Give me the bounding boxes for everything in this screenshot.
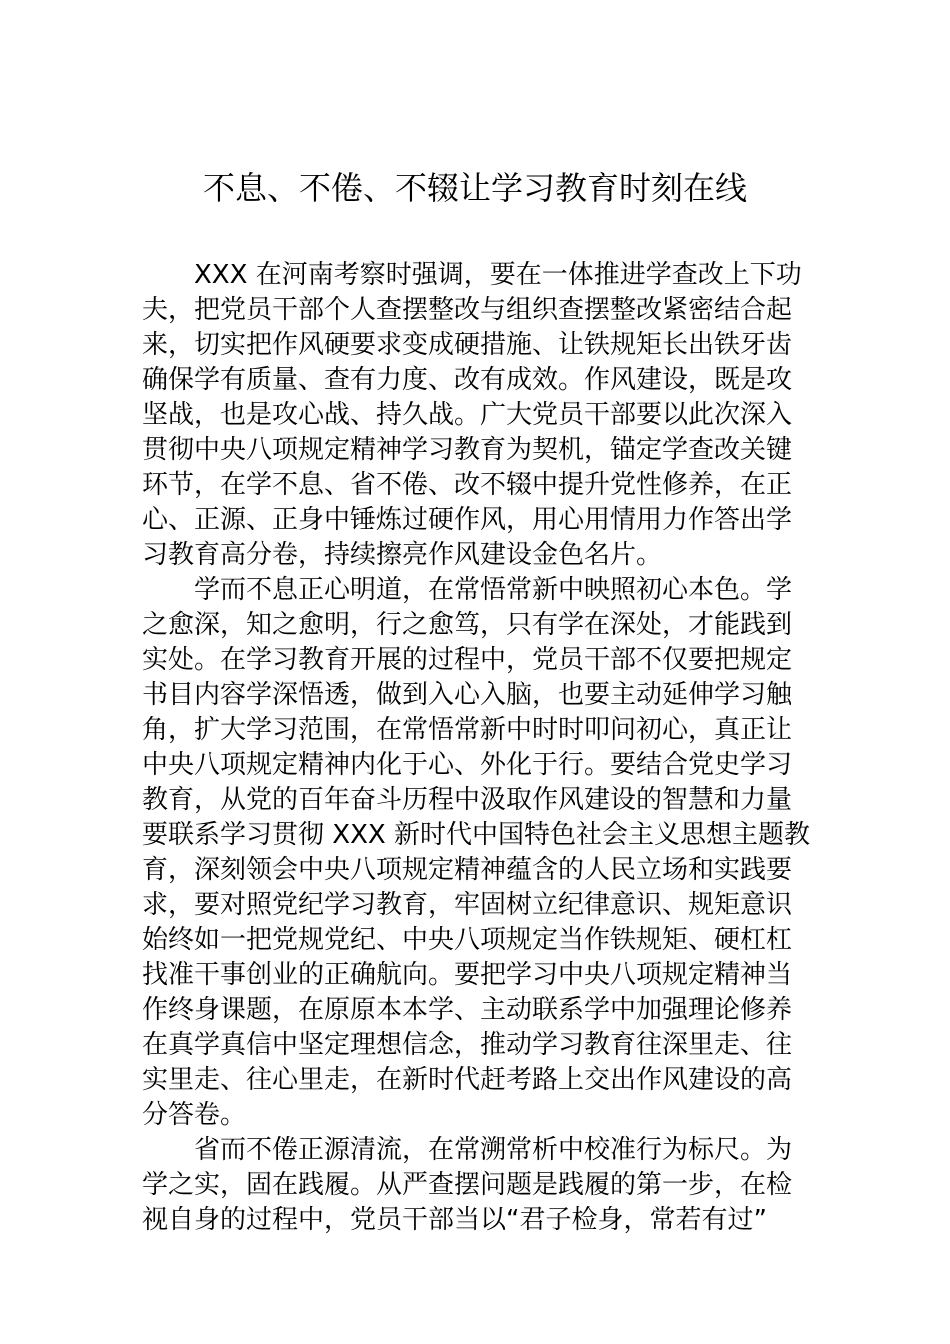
text-line: 确保学有质量、查有力度、改有成效。作风建设，既是攻	[142, 365, 793, 395]
document-body	[142, 258, 822, 1238]
text-line: 中央八项规定精神内化于心、外化于行。要结合党史学习	[142, 750, 793, 780]
text-line: 习教育高分卷，持续擦亮作风建设金色名片。	[142, 540, 663, 570]
text-line: 学之实，固在践履。从严查摆问题是践履的第一步，在检	[142, 1170, 793, 1200]
text-line: 之愈深，知之愈明，行之愈笃，只有学在深处，才能践到	[142, 610, 793, 640]
document-title: 不息、不倦、不辍让学习教育时刻在线	[202, 169, 747, 207]
text-line: 书目内容学深悟透，做到入心入脑，也要主动延伸学习触	[142, 680, 793, 710]
text-line: 在真学真信中坚定理想信念，推动学习教育往深里走、往	[142, 1030, 793, 1060]
text-line: 找准干事创业的正确航向。要把学习中央八项规定精神当	[142, 960, 793, 990]
text-line: 环节，在学不息、省不倦、改不辍中提升党性修养，在正	[142, 470, 793, 500]
text-line: 求，要对照党纪学习教育，牢固树立纪律意识、规矩意识	[142, 890, 793, 920]
text-line: 夫，把党员干部个人查摆整改与组织查摆整改紧密结合起	[142, 295, 793, 325]
text-line: 育，深刻领会中央八项规定精神蕴含的人民立场和实践要	[142, 855, 793, 885]
text-line: 学而不息正心明道，在常悟常新中映照初心本色。学	[142, 575, 793, 605]
text-line: 心、正源、正身中锤炼过硬作风，用心用情用力作答出学	[142, 505, 793, 535]
text-line: 要联系学习贯彻 XXX 新时代中国特色社会主义思想主题教	[142, 820, 810, 850]
text-line: 角，扩大学习范围，在常悟常新中时时叩问初心，真正让	[142, 715, 793, 745]
text-line: XXX 在河南考察时强调，要在一体推进学查改上下功	[142, 260, 802, 290]
text-line: 始终如一把党规党纪、中央八项规定当作铁规矩、硬杠杠	[142, 925, 793, 955]
text-line: 省而不倦正源清流，在常溯常析中校准行为标尺。为	[142, 1135, 793, 1165]
text-line: 分答卷。	[142, 1100, 247, 1130]
text-line: 坚战，也是攻心战、持久战。广大党员干部要以此次深入	[142, 400, 793, 430]
text-line: 作终身课题，在原原本本学、主动联系学中加强理论修养	[142, 995, 793, 1025]
text-line: 贯彻中央八项规定精神学习教育为契机，锚定学查改关键	[142, 435, 793, 465]
text-line: 实处。在学习教育开展的过程中，党员干部不仅要把规定	[142, 645, 793, 675]
text-line: 视自身的过程中，党员干部当以“君子检身，常若有过”	[142, 1205, 767, 1235]
text-line: 来，切实把作风硬要求变成硬措施、让铁规矩长出铁牙齿	[142, 330, 793, 360]
text-line: 教育，从党的百年奋斗历程中汲取作风建设的智慧和力量	[142, 785, 793, 815]
text-line: 实里走、往心里走，在新时代赶考路上交出作风建设的高	[142, 1065, 793, 1095]
